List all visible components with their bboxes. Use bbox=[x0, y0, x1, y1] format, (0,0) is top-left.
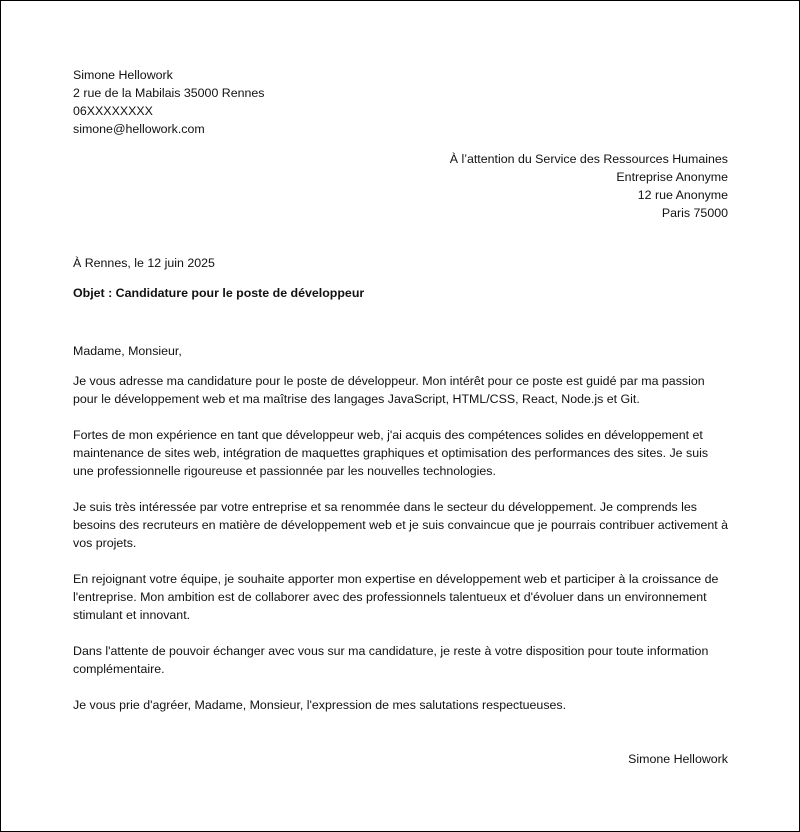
recipient-block bbox=[73, 150, 728, 222]
paragraph-motivation: En rejoignant votre équipe, je souhaite apporter mon expertise en développement web et participer à la croissance de l'entreprise. Mon ambition est de collaborer avec des professionnels talentueux et d'évoluer dans un environnement stimulant et innovant. bbox=[73, 572, 719, 622]
sender-phone: 06XXXXXXXX bbox=[73, 104, 153, 118]
recipient-attention: À l’attention du Service des Ressources Humaines bbox=[449, 152, 728, 166]
paragraph-experience: Fortes de mon expérience en tant que développeur web, j'ai acquis des compétences solides en développement et maintenance de sites web, intégration de maquettes graphiques et optimisation des performances des sites. Je suis une professionnelle rigoureuse et passionnée par les nouvelles technologies. bbox=[73, 428, 709, 478]
paragraph-intro: Je vous adresse ma candidature pour le poste de développeur. Mon intérêt pour ce poste est guidé par ma passion pour le développement web et ma maîtrise des langages JavaScript, HTML/CSS, React, Node.js et Git. bbox=[73, 374, 705, 406]
signature: Simone Hellowork bbox=[628, 752, 728, 766]
subject-line: Objet : Candidature pour le poste de développeur bbox=[73, 286, 365, 300]
salutation: Madame, Monsieur, bbox=[73, 344, 182, 358]
recipient-company: Entreprise Anonyme bbox=[616, 170, 728, 184]
date-line: À Rennes, le 12 juin 2025 bbox=[73, 256, 215, 270]
sender-block bbox=[73, 66, 728, 138]
paragraph-closing: Je vous prie d'agréer, Madame, Monsieur, l'expression de mes salutations respectueuses. bbox=[73, 698, 567, 712]
paragraph-company-interest: Je suis très intéressée par votre entreprise et sa renommée dans le secteur du développement. Je comprends les besoins des recruteurs en matière de développement web et je suis convaincue que je pourrais contribuer activement à vos projets. bbox=[73, 500, 729, 550]
paragraph-availability: Dans l'attente de pouvoir échanger avec vous sur ma candidature, je reste à votre disposition pour toute information complémentaire. bbox=[73, 644, 709, 676]
recipient-street: 12 rue Anonyme bbox=[637, 188, 728, 202]
sender-email: simone@hellowork.com bbox=[73, 122, 205, 136]
sender-address: 2 rue de la Mabilais 35000 Rennes bbox=[73, 86, 265, 100]
sender-name: Simone Hellowork bbox=[73, 68, 173, 82]
recipient-city: Paris 75000 bbox=[661, 206, 728, 220]
letter-content bbox=[73, 66, 728, 768]
